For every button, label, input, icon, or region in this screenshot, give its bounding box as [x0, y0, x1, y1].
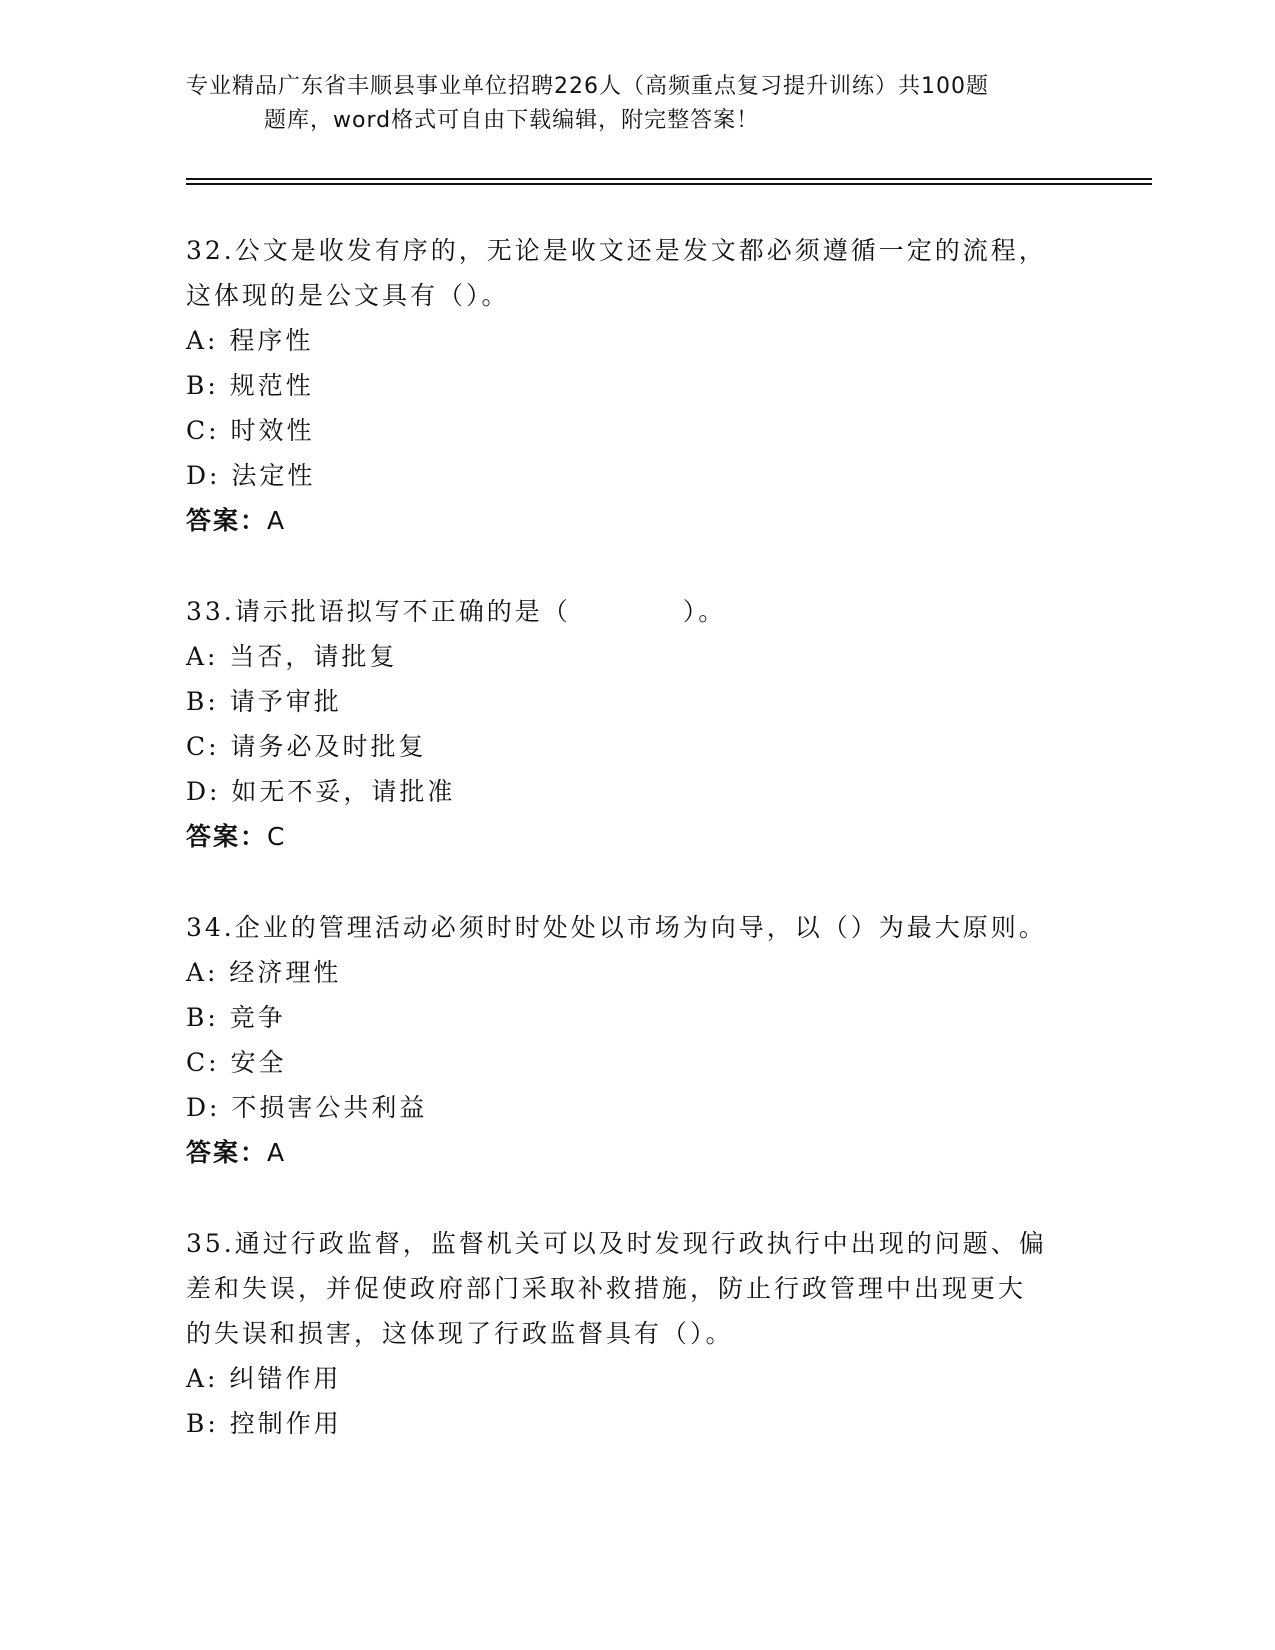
answer-label: 答案： [186, 506, 268, 535]
option-b: B: 控制作用 [186, 1409, 342, 1438]
question-34 [186, 905, 1086, 1175]
option-a: A: 经济理性 [186, 958, 342, 987]
header-title-line-1: 专业精品广东省丰顺县事业单位招聘226人（高频重点复习提升训练）共100题 [186, 74, 989, 99]
question-stem-line: 这体现的是公文具有（）。 [186, 281, 510, 310]
question-32 [186, 228, 1086, 543]
option-d: D: 法定性 [186, 461, 316, 490]
header-divider-bottom [186, 183, 1152, 185]
page-header [186, 70, 1086, 138]
answer-label: 答案： [186, 1138, 268, 1167]
option-d: D: 不损害公共利益 [186, 1093, 428, 1122]
question-stem-line: 差和失误，并促使政府部门采取补救措施，防止行政管理中出现更大 [186, 1274, 1027, 1303]
option-a: A: 程序性 [186, 326, 314, 355]
header-title-line-2: 题库，word格式可自由下载编辑，附完整答案！ [264, 108, 760, 133]
header-divider-top [186, 178, 1152, 180]
option-c: C: 时效性 [186, 416, 315, 445]
option-c: C: 请务必及时批复 [186, 732, 427, 761]
answer-value: A [267, 506, 287, 535]
option-b: B: 请予审批 [186, 687, 342, 716]
option-a: A: 当否，请批复 [186, 642, 398, 671]
question-stem-line: 33.请示批语拟写不正确的是（ ）。 [186, 597, 727, 626]
question-33 [186, 589, 1086, 859]
answer [186, 498, 1086, 543]
option-c: C: 安全 [186, 1048, 287, 1077]
question-35 [186, 1221, 1086, 1446]
question-stem-line: 34.企业的管理活动必须时时处处以市场为向导，以（）为最大原则。 [186, 913, 1047, 942]
answer-value: A [267, 1138, 287, 1167]
option-b: B: 规范性 [186, 371, 314, 400]
answer [186, 1130, 1086, 1175]
question-list [186, 228, 1086, 1492]
question-stem-line: 35.通过行政监督，监督机关可以及时发现行政执行中出现的问题、偏 [186, 1229, 1047, 1258]
answer-value: C [267, 822, 287, 851]
question-stem-line: 的失误和损害，这体现了行政监督具有（）。 [186, 1319, 734, 1348]
question-stem-line: 32.公文是收发有序的，无论是收文还是发文都必须遵循一定的流程， [186, 236, 1047, 265]
answer-label: 答案： [186, 822, 268, 851]
option-a: A: 纠错作用 [186, 1364, 342, 1393]
answer [186, 814, 1086, 859]
option-d: D: 如无不妥，请批准 [186, 777, 456, 806]
option-b: B: 竞争 [186, 1003, 286, 1032]
